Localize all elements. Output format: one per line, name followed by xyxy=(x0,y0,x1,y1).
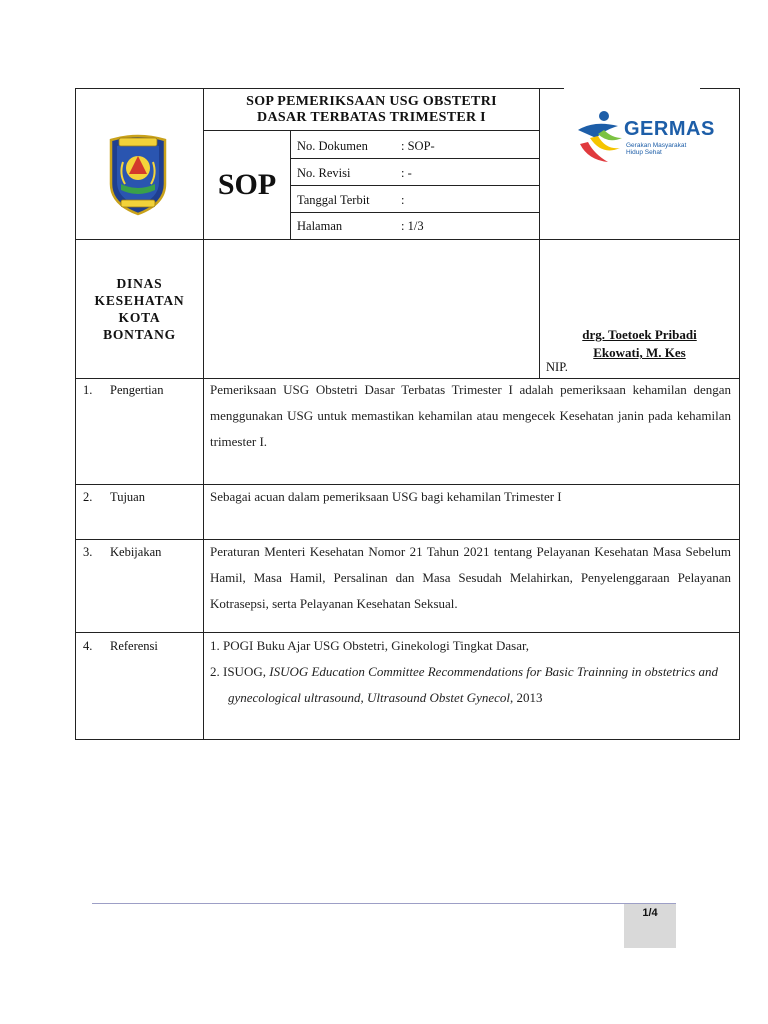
footer-line xyxy=(92,903,676,904)
section-label-tujuan: Tujuan xyxy=(110,490,145,504)
section-label-referensi: Referensi xyxy=(110,639,158,653)
table-bottom-border xyxy=(75,739,740,740)
section-text-kebijakan: Peraturan Menteri Kesehatan Nomor 21 Tahun 2021 tentang Pelayanan Kesehatan Masa Sebelum Hamil, Masa Hamil, Persalinan dan Masa Sesudah Melahirkan, Penyelenggaraan Pelayanan Kotrasepsi, serta Pelayanan Kesehatan Seksual. xyxy=(210,544,731,611)
meta-label-revisi: No. Revisi xyxy=(297,166,351,180)
germas-logo xyxy=(574,108,734,168)
org-line-3: KOTA xyxy=(118,310,161,325)
table-right-border xyxy=(739,88,740,740)
table-left-border xyxy=(75,88,76,740)
meta-row-line-1 xyxy=(290,158,540,159)
table-top-border xyxy=(75,88,564,89)
section-label-pengertian: Pengertian xyxy=(110,383,164,397)
meta-row-line-3 xyxy=(290,212,540,213)
reference-item-2-prefix: 2. ISUOG, xyxy=(210,664,270,679)
meta-label-halaman: Halaman xyxy=(297,219,343,233)
reference-item-2 xyxy=(210,659,731,711)
title-line-2: DASAR TERBATAS TRIMESTER I xyxy=(257,110,486,125)
germas-subtitle-line-2: Hidup Sehat xyxy=(626,149,662,156)
section-number-4: 4. xyxy=(83,639,93,653)
signer-name-line-1: drg. Toetoek Pribadi xyxy=(582,327,697,342)
meta-value-tanggal: : xyxy=(401,193,405,207)
sop-label: SOP xyxy=(217,168,277,201)
org-line-1: DINAS xyxy=(116,276,163,291)
germas-figure-icon xyxy=(574,108,624,168)
meta-row-line-2 xyxy=(290,185,540,186)
page-number: 1/4 xyxy=(642,907,658,919)
reference-item-2-suffix: , 2013 xyxy=(510,690,543,705)
germas-subtitle-line-1: Gerakan Masyarakat xyxy=(626,142,687,149)
title-bottom-line xyxy=(203,130,540,131)
title-line-1: SOP PEMERIKSAAN USG OBSTETRI xyxy=(246,94,497,109)
org-line-2: KESEHATAN xyxy=(94,293,185,308)
signer-name xyxy=(540,326,739,362)
section-number-2: 2. xyxy=(83,490,93,504)
section-text-pengertian: Pemeriksaan USG Obstetri Dasar Terbatas Trimester I adalah pemeriksaan kehamilan dengan menggunakan USG untuk memastikan kehamilan atau mengecek Kesehatan janin pada kehamilan trimester I. xyxy=(210,382,731,449)
section-number-3: 3. xyxy=(83,545,93,559)
signer-nip: NIP. xyxy=(546,360,568,374)
organization-name xyxy=(76,275,203,343)
section-text-tujuan: Sebagai acuan dalam pemeriksaan USG bagi kehamilan Trimester I xyxy=(210,489,562,504)
document-title xyxy=(204,94,539,126)
org-line-4: BONTANG xyxy=(103,327,176,342)
signer-name-line-2: Ekowati, M. Kes xyxy=(593,345,686,360)
kota-bontang-logo-icon xyxy=(107,134,169,216)
header-bottom-line xyxy=(75,239,740,240)
table-top-border-right xyxy=(700,88,740,89)
section-number-1: 1. xyxy=(83,383,93,397)
meta-label-dokumen: No. Dokumen xyxy=(297,139,368,153)
reference-item-1: 1. POGI Buku Ajar USG Obstetri, Ginekologi Tingkat Dasar, xyxy=(210,638,530,653)
reference-item-2-title: ISUOG Education Committee Recommendations for Basic Trainning in obstetrics and gynecological ultrasound, Ultrasound Obstet Gynecol xyxy=(228,664,719,705)
germas-subtitle xyxy=(626,142,686,156)
meta-value-halaman: : 1/3 xyxy=(401,219,424,233)
meta-value-dokumen: : SOP- xyxy=(401,139,435,153)
germas-title: GERMAS xyxy=(624,118,715,140)
meta-value-revisi: : - xyxy=(401,166,412,180)
meta-label-tanggal: Tanggal Terbit xyxy=(297,193,370,207)
section-label-kebijakan: Kebijakan xyxy=(110,545,162,559)
